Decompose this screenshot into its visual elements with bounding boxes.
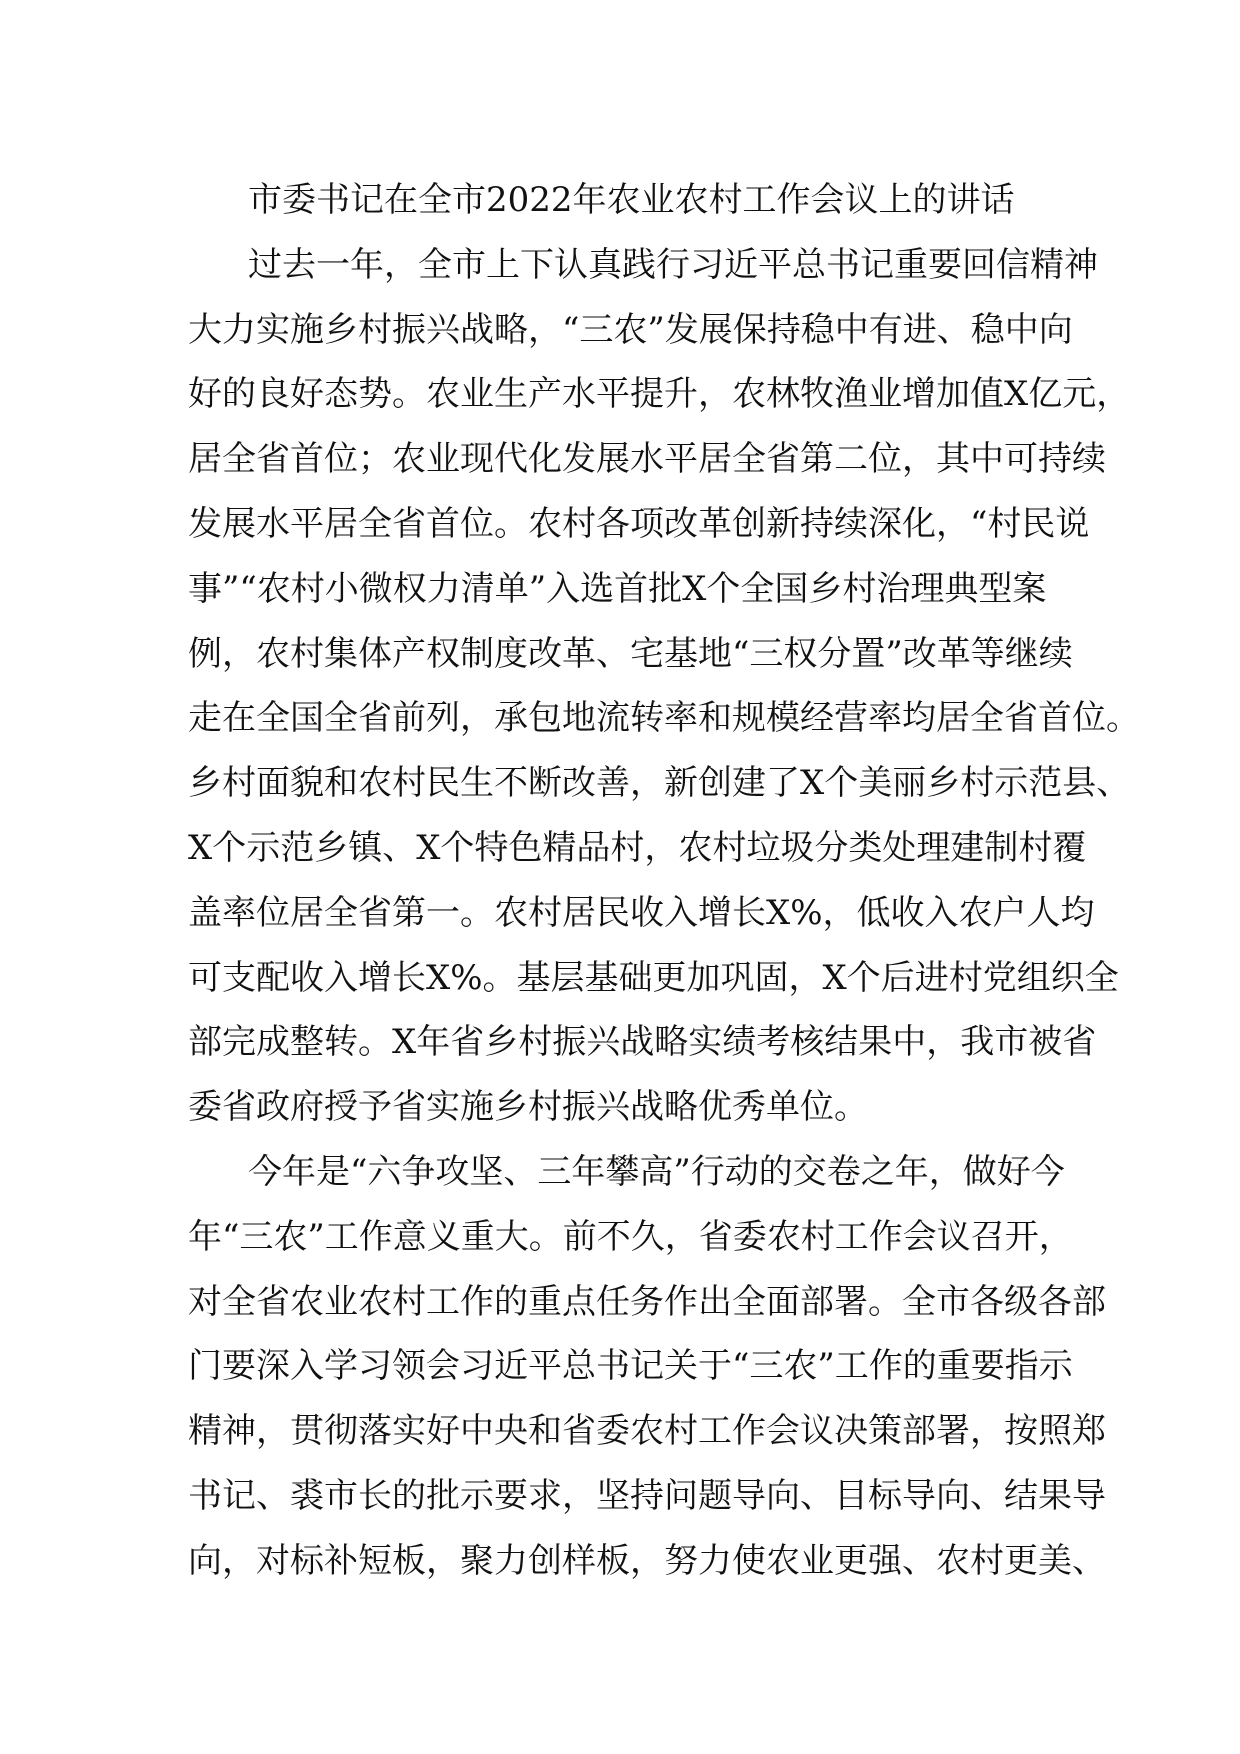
paragraph-line: 今年是“六争攻坚、三年攀高”行动的交卷之年，做好今 (248, 1151, 1065, 1192)
paragraph-line: 向，对标补短板，聚力创样板，努力使农业更强、农村更美、 (188, 1540, 1106, 1581)
document-page (188, 168, 1140, 1594)
paragraph-line: 发展水平居全省首位。农村各项改革创新持续深化，“村民说 (188, 503, 1090, 544)
paragraph-1 (188, 233, 1140, 1140)
paragraph-line: 大力实施乡村振兴战略，“三农”发展保持稳中有进、稳中向 (188, 309, 1073, 350)
paragraph-line: 事”“农村小微权力清单”入选首批X个全国乡村治理典型案 (188, 568, 1047, 609)
paragraph-line: X个示范乡镇、X个特色精品村，农村垃圾分类处理建制村覆 (188, 827, 1087, 868)
paragraph-line: 盖率位居全省第一。农村居民收入增长X%，低收入农户人均 (188, 892, 1095, 933)
paragraph-line: 居全省首位；农业现代化发展水平居全省第二位，其中可持续 (188, 439, 1106, 480)
paragraph-line: 乡村面貌和农村民生不断改善，新创建了X个美丽乡村示范县、 (188, 763, 1131, 804)
paragraph-line: 部完成整转。X年省乡村振兴战略实绩考核结果中，我市被省 (188, 1022, 1097, 1063)
paragraph-line: 年“三农”工作意义重大。前不久，省委农村工作会议召开， (188, 1216, 1073, 1257)
paragraph-line: 对全省农业农村工作的重点任务作出全面部署。全市各级各部 (188, 1281, 1106, 1322)
document-title: 市委书记在全市2022年农业农村工作会议上的讲话 (248, 180, 1015, 220)
paragraph-line: 门要深入学习领会习近平总书记关于“三农”工作的重要指示 (188, 1346, 1073, 1387)
paragraph-2 (188, 1140, 1106, 1594)
paragraph-line: 走在全国全省前列，承包地流转率和规模经营率均居全省首位。 (188, 698, 1140, 739)
paragraph-line: 精神，贯彻落实好中央和省委农村工作会议决策部署，按照郑 (188, 1411, 1106, 1452)
paragraph-line: 可支配收入增长X%。基层基础更加巩固，X个后进村党组织全 (188, 957, 1119, 998)
paragraph-line: 过去一年，全市上下认真践行习近平总书记重要回信精神 (248, 244, 1098, 285)
paragraph-line: 好的良好态势。农业生产水平提升，农林牧渔业增加值X亿元， (188, 374, 1131, 415)
paragraph-line: 书记、裘市长的批示要求，坚持问题导向、目标导向、结果导 (188, 1475, 1106, 1516)
paragraph-line: 例，农村集体产权制度改革、宅基地“三权分置”改革等继续 (188, 633, 1073, 674)
paragraph-line: 委省政府授予省实施乡村振兴战略优秀单位。 (188, 1087, 868, 1128)
